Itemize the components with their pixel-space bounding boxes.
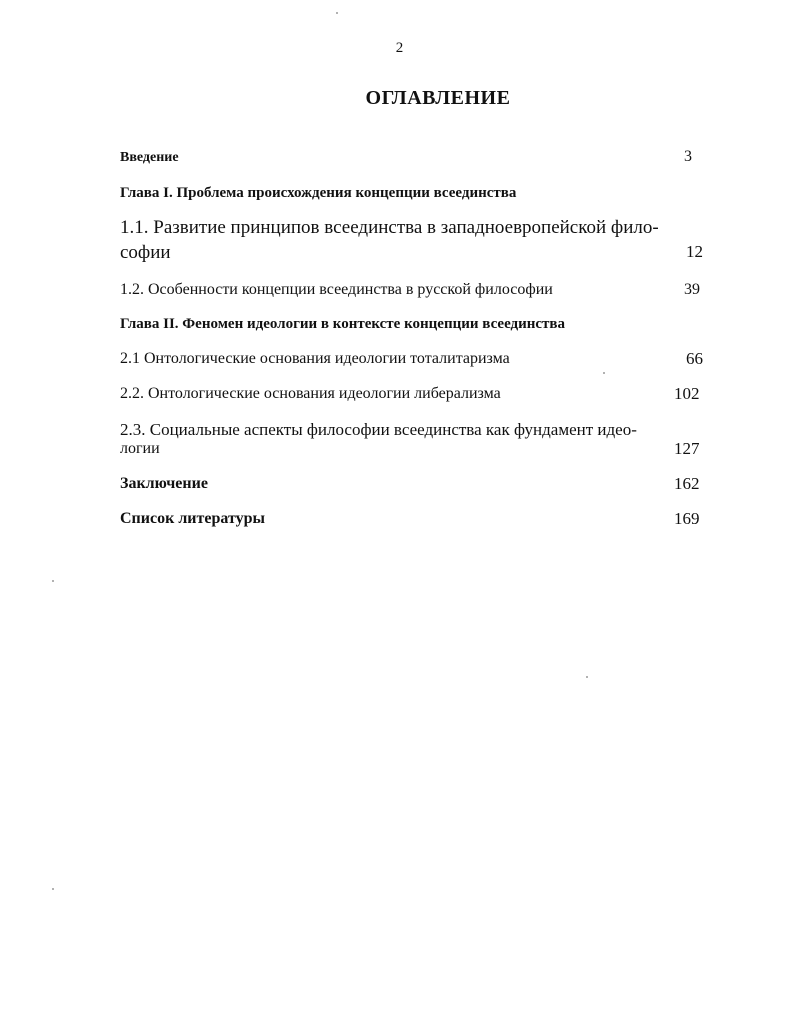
toc-entry-references: Список литературы [120, 510, 265, 527]
toc-entry-2-1: 2.1 Онтологические основания идеологии тоталитаризма [120, 350, 510, 367]
page-number: 2 [395, 40, 404, 56]
scan-speck [586, 676, 588, 678]
toc-chapter-1: Глава I. Проблема происхождения концепции всеединства [120, 185, 517, 201]
toc-page-1-1: 12 [686, 242, 703, 261]
toc-entry-1-1-line1: 1.1. Развитие принципов всеединства в западноевропейской фило- [120, 217, 659, 238]
toc-chapter-2: Глава II. Феномен идеологии в контексте концепции всеединства [120, 316, 566, 332]
scan-speck [52, 888, 54, 890]
scan-speck [52, 580, 54, 582]
toc-page-2-3: 127 [674, 439, 700, 458]
scan-speck [603, 372, 605, 374]
scan-speck [336, 12, 338, 14]
toc-entry-1-1-line2: софии [120, 242, 171, 263]
toc-page-conclusion: 162 [674, 474, 700, 493]
toc-entry-2-3-line1: 2.3. Социальные аспекты философии всеединства как фундамент идео- [120, 420, 637, 439]
toc-page-1-2: 39 [684, 281, 700, 298]
toc-entry-2-3-line2: логии [120, 440, 160, 457]
toc-page-intro: 3 [684, 148, 692, 165]
toc-page-2-2: 102 [674, 384, 700, 403]
toc-entry-1-2: 1.2. Особенности концепции всеединства в русской философии [120, 281, 553, 298]
toc-entry-2-2: 2.2. Онтологические основания идеологии либерализма [120, 385, 501, 402]
toc-entry-conclusion: Заключение [120, 475, 208, 492]
page-title: ОГЛАВЛЕНИЕ [365, 87, 511, 109]
toc-page-2-1: 66 [686, 349, 703, 368]
toc-entry-intro: Введение [120, 150, 179, 165]
toc-page-references: 169 [674, 509, 700, 528]
